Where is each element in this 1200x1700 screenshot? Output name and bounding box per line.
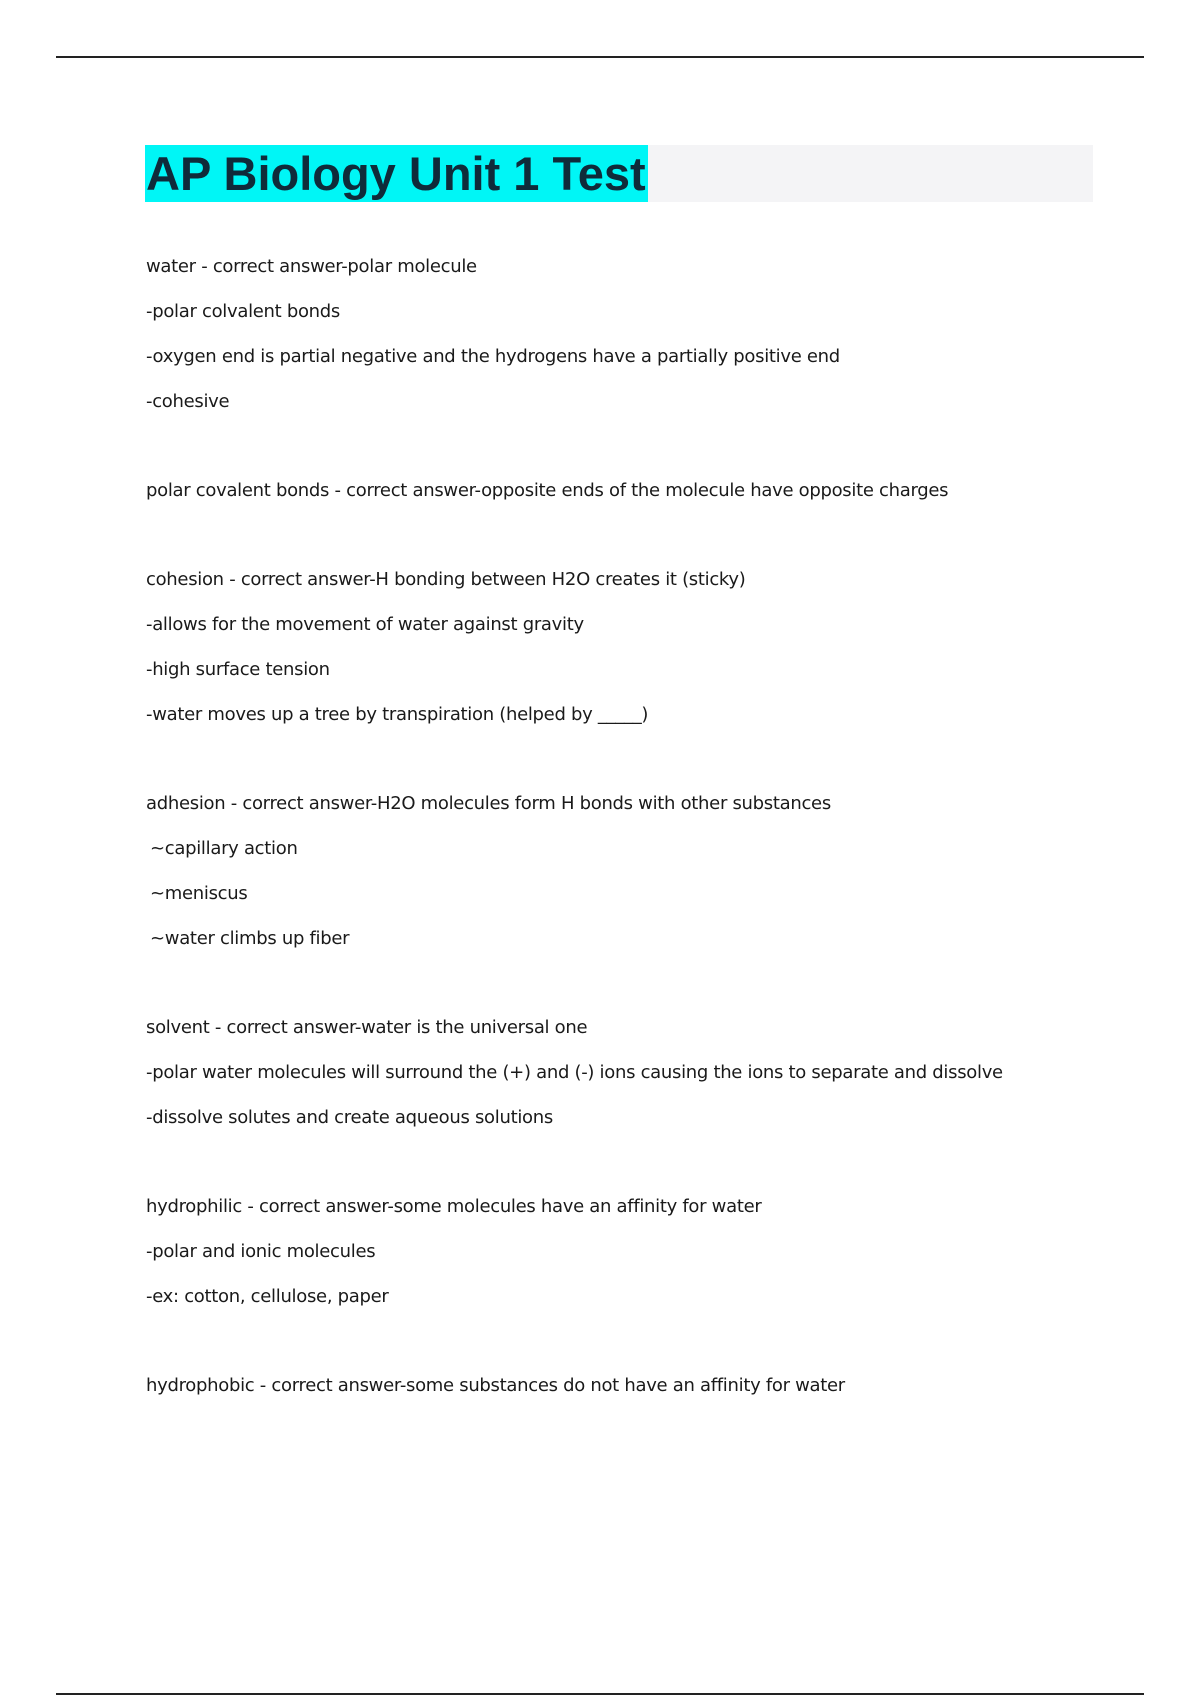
term-line: -polar water molecules will surround the (+) and (-) ions causing the ions to separate and dissolve [146,1062,1003,1083]
page-top-rule [56,56,1144,58]
term-line: ~water climbs up fiber [150,928,350,949]
term-block-water [146,244,1106,424]
term-line: solvent - correct answer-water is the universal one [146,1017,588,1038]
term-line: ~capillary action [150,838,298,859]
term-line: hydrophobic - correct answer-some substances do not have an affinity for water [146,1375,845,1396]
term-line: -oxygen end is partial negative and the hydrogens have a partially positive end [146,346,840,367]
term-block-polar-covalent-bonds [146,468,1106,513]
term-block-cohesion [146,557,1106,737]
term-line: polar covalent bonds - correct answer-opposite ends of the molecule have opposite charges [146,480,949,501]
term-line: -high surface tension [146,659,330,680]
term-block-hydrophobic [146,1363,1106,1408]
term-line: -cohesive [146,391,230,412]
term-line: -polar and ionic molecules [146,1241,376,1262]
term-line: ~meniscus [150,883,248,904]
term-line: hydrophilic - correct answer-some molecules have an affinity for water [146,1196,762,1217]
term-line: water - correct answer-polar molecule [146,256,477,277]
document-body [146,244,1106,1452]
term-block-hydrophilic [146,1184,1106,1319]
page-bottom-rule [56,1693,1144,1695]
term-line: cohesion - correct answer-H bonding between H2O creates it (sticky) [146,569,746,590]
term-block-adhesion [146,781,1106,961]
page-title: AP Biology Unit 1 Test [146,147,646,200]
term-line: adhesion - correct answer-H2O molecules form H bonds with other substances [146,793,831,814]
term-line: -allows for the movement of water against gravity [146,614,584,635]
term-line: -water moves up a tree by transpiration (helped by _____) [146,704,649,725]
term-line: -dissolve solutes and create aqueous solutions [146,1107,553,1128]
term-line: -polar colvalent bonds [146,301,340,322]
term-line: -ex: cotton, cellulose, paper [146,1286,389,1307]
term-block-solvent [146,1005,1106,1140]
